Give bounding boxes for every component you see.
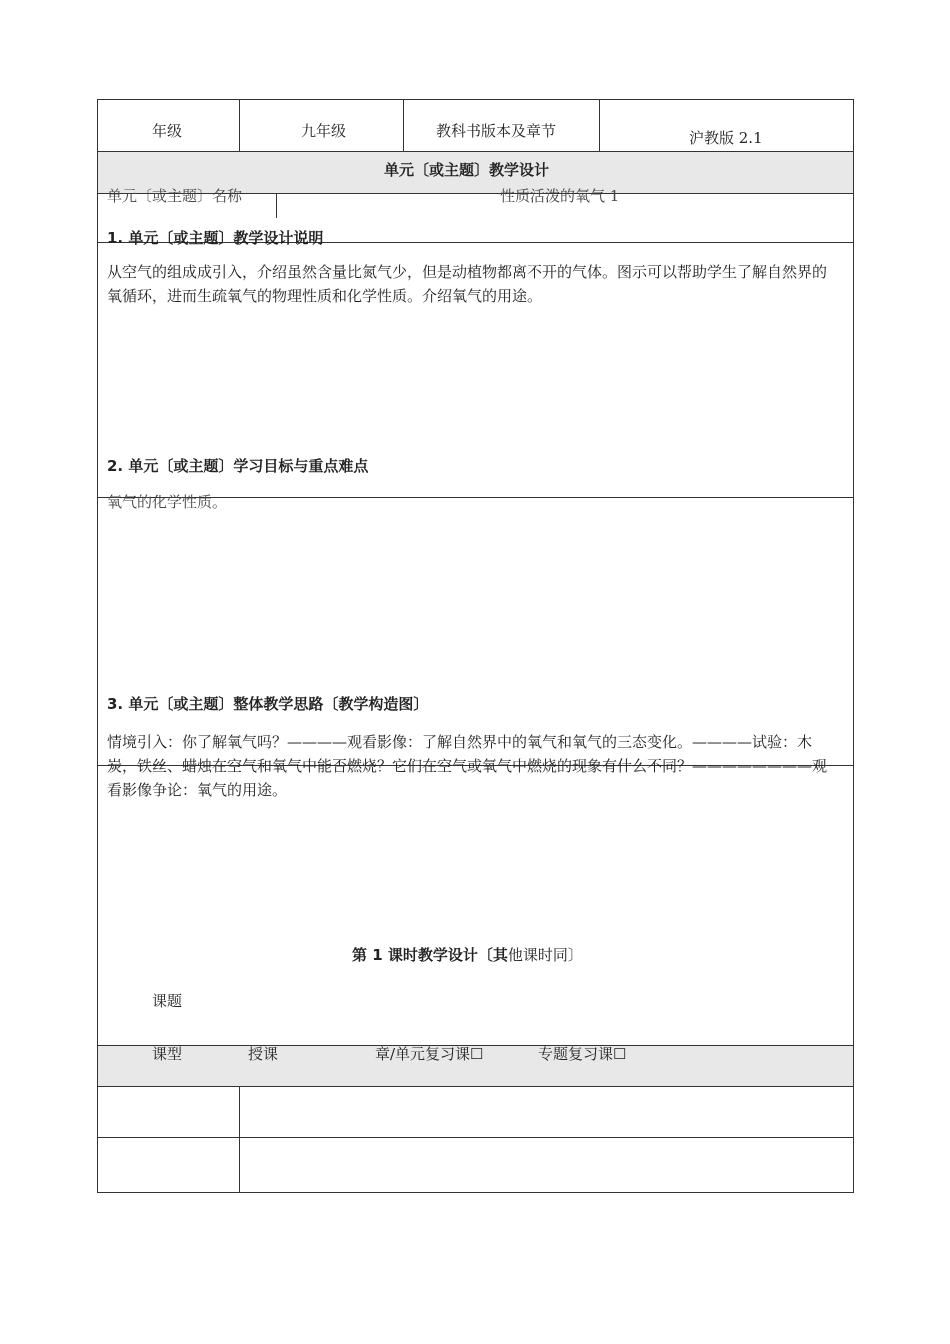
section2-body: 氧气的化学性质。	[107, 493, 228, 511]
type-option-chapter-review: 章/单元复习课☐	[375, 1045, 484, 1063]
grade-value: 九年级	[301, 122, 347, 140]
grade-label: 年级	[152, 122, 183, 140]
col-divider	[403, 99, 404, 151]
topic-label: 课题	[152, 992, 183, 1010]
section3-body: 情境引入：你了解氧气吗？————观看影像：了解自然界中的氧气和氧气的三态变化。————试验：木炭，铁丝、蜡烛在空气和氧气中能否燃烧？它们在空气或氧气中燃烧的现象有什么不同？————————观看影像争论：氧气的用途。	[107, 733, 828, 799]
lesson-title-bold: 第 1 课时教学设计〔其	[352, 946, 508, 964]
unit-name-value: 性质活泼的氧气 1	[500, 187, 620, 205]
table-border-top	[97, 99, 854, 100]
col-divider	[276, 193, 277, 218]
section1-heading: 1. 单元〔或主题〕教学设计说明	[107, 229, 324, 247]
type-label: 课型	[152, 1045, 183, 1063]
unit-name-label: 单元〔或主题〕名称	[107, 187, 243, 205]
textbook-label: 教科书版本及章节	[436, 122, 557, 140]
col-divider	[239, 99, 240, 151]
col-divider	[599, 99, 600, 151]
table-border-right	[853, 99, 854, 1193]
section1-body: 从空气的组成成引入，介绍虽然含量比氮气少，但是动植物都离不开的气体。图示可以帮助学生了解自然界的氧循环，进而生疏氧气的物理性质和化学性质。介绍氧气的用途。	[107, 263, 828, 305]
row-divider	[97, 1086, 854, 1087]
lesson-title-rest: 他课时同〕	[507, 946, 583, 964]
section2-heading: 2. 单元〔或主题〕学习目标与重点难点	[107, 457, 369, 475]
textbook-value: 沪教版 2.1	[689, 129, 763, 147]
type-option-teaching: 授课	[248, 1045, 279, 1063]
type-option-topic-review: 专题复习课☐	[538, 1045, 627, 1063]
col-divider	[239, 1086, 240, 1193]
table-border-left	[97, 99, 98, 1193]
section3-heading: 3. 单元〔或主题〕整体教学思路〔教学构造图〕	[107, 695, 429, 713]
unit-design-title: 单元〔或主题〕教学设计	[384, 161, 550, 179]
table-border-bottom	[97, 1192, 854, 1193]
lesson-title	[352, 946, 583, 964]
row-divider	[97, 1137, 854, 1138]
row-divider	[97, 151, 854, 152]
